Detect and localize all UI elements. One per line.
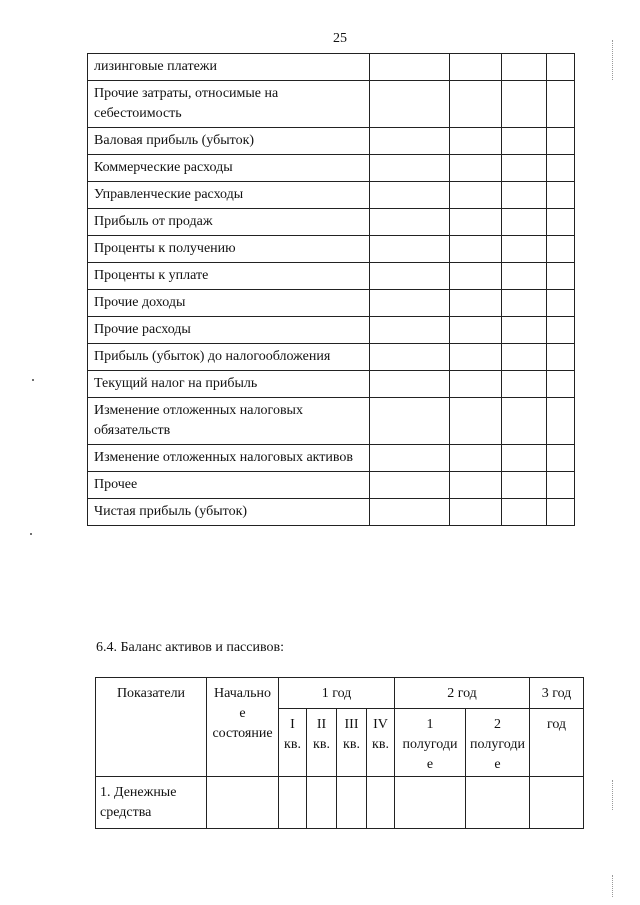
row-label: Прочие доходы <box>88 290 370 317</box>
table-row <box>88 472 575 499</box>
value-cell <box>370 263 450 290</box>
value-cell <box>370 209 450 236</box>
row-label: Прочие расходы <box>88 317 370 344</box>
value-cell <box>450 344 502 371</box>
header-q3 <box>337 709 367 777</box>
value-cell <box>450 182 502 209</box>
table-row <box>88 344 575 371</box>
header-initial-line3: состояние <box>212 726 273 741</box>
header-year-word: год <box>530 709 584 777</box>
header-initial-line1: Начально <box>213 686 271 701</box>
value-cell <box>547 290 575 317</box>
value-cell <box>547 155 575 182</box>
header-half-1 <box>395 709 466 777</box>
value-cell <box>450 290 502 317</box>
value-cell <box>450 445 502 472</box>
value-cell <box>450 128 502 155</box>
scan-edge-mark <box>612 875 614 897</box>
value-cell <box>547 263 575 290</box>
value-cell <box>547 81 575 128</box>
value-cell <box>547 182 575 209</box>
header-indicators: Показатели <box>96 678 207 777</box>
balance-cell <box>279 777 307 829</box>
value-cell <box>450 371 502 398</box>
value-cell <box>370 398 450 445</box>
value-cell <box>547 128 575 155</box>
row-label: Изменение отложенных налоговых активов <box>88 445 370 472</box>
value-cell <box>370 236 450 263</box>
page-number: 25 <box>333 31 347 46</box>
row-label: Чистая прибыль (убыток) <box>88 499 370 526</box>
table-row <box>88 263 575 290</box>
header-half-1-num: 1 <box>426 717 434 732</box>
header-q4-num: IV <box>373 717 388 732</box>
value-cell <box>450 263 502 290</box>
balance-cell <box>337 777 367 829</box>
row-label: Текущий налог на прибыль <box>88 371 370 398</box>
header-q2-suffix: кв. <box>313 737 330 752</box>
value-cell <box>450 472 502 499</box>
value-cell <box>450 499 502 526</box>
value-cell <box>547 54 575 81</box>
header-year-1: 1 год <box>279 678 395 709</box>
value-cell <box>450 317 502 344</box>
header-half-1-end: е <box>426 757 434 772</box>
header-year-2: 2 год <box>395 678 530 709</box>
header-initial-state <box>207 678 279 777</box>
value-cell <box>547 236 575 263</box>
value-cell <box>547 445 575 472</box>
value-cell <box>502 81 547 128</box>
income-statement-table <box>87 53 575 526</box>
value-cell <box>450 155 502 182</box>
value-cell <box>502 263 547 290</box>
table-row <box>88 371 575 398</box>
value-cell <box>502 54 547 81</box>
header-half-2-word: полугоди <box>470 737 525 752</box>
header-half-2-num: 2 <box>494 717 501 732</box>
value-cell <box>502 472 547 499</box>
value-cell <box>502 371 547 398</box>
row-label: Прибыль от продаж <box>88 209 370 236</box>
row-label: Проценты к уплате <box>88 263 370 290</box>
header-half-2-end: е <box>494 757 501 772</box>
table-row <box>88 128 575 155</box>
value-cell <box>502 209 547 236</box>
scan-edge-mark <box>612 780 614 810</box>
header-half-1-word: полугоди <box>402 737 458 752</box>
value-cell <box>547 344 575 371</box>
value-cell <box>547 499 575 526</box>
table-row <box>88 155 575 182</box>
value-cell <box>502 155 547 182</box>
balance-table <box>95 677 584 829</box>
value-cell <box>370 128 450 155</box>
balance-row-label: 1. Денежные средства <box>96 777 207 829</box>
value-cell <box>370 81 450 128</box>
value-cell <box>502 317 547 344</box>
header-initial-line2: е <box>239 706 246 721</box>
row-label: Изменение отложенных налоговых обязательств <box>88 398 370 445</box>
header-q4 <box>367 709 395 777</box>
balance-cell <box>530 777 584 829</box>
value-cell <box>370 182 450 209</box>
value-cell <box>450 398 502 445</box>
row-label: Управленческие расходы <box>88 182 370 209</box>
header-q1 <box>279 709 307 777</box>
balance-cell <box>207 777 279 829</box>
value-cell <box>502 398 547 445</box>
header-q2-num: II <box>316 717 327 732</box>
value-cell <box>502 182 547 209</box>
table-row <box>88 236 575 263</box>
value-cell <box>370 290 450 317</box>
row-label: Прочее <box>88 472 370 499</box>
value-cell <box>547 472 575 499</box>
table-row <box>88 317 575 344</box>
header-q4-suffix: кв. <box>372 737 389 752</box>
header-q2 <box>307 709 337 777</box>
value-cell <box>547 371 575 398</box>
value-cell <box>370 472 450 499</box>
value-cell <box>502 445 547 472</box>
balance-cell <box>367 777 395 829</box>
value-cell <box>547 317 575 344</box>
table-row <box>88 499 575 526</box>
value-cell <box>547 398 575 445</box>
row-label: Проценты к получению <box>88 236 370 263</box>
header-q3-suffix: кв. <box>343 737 360 752</box>
table-row <box>88 182 575 209</box>
section-heading: 6.4. Баланс активов и пассивов: <box>96 640 284 655</box>
value-cell <box>370 499 450 526</box>
table-row <box>88 290 575 317</box>
value-cell <box>370 155 450 182</box>
scan-speck <box>32 379 34 381</box>
row-label: Коммерческие расходы <box>88 155 370 182</box>
value-cell <box>370 445 450 472</box>
table-row <box>88 445 575 472</box>
table-row <box>88 398 575 445</box>
row-label: Валовая прибыль (убыток) <box>88 128 370 155</box>
value-cell <box>502 128 547 155</box>
value-cell <box>502 290 547 317</box>
scan-speck <box>30 533 32 535</box>
scan-edge-mark <box>612 40 614 80</box>
header-half-2 <box>466 709 530 777</box>
value-cell <box>450 236 502 263</box>
value-cell <box>450 209 502 236</box>
balance-cell <box>395 777 466 829</box>
row-label: Прибыль (убыток) до налогообложения <box>88 344 370 371</box>
value-cell <box>547 209 575 236</box>
row-label: лизинговые платежи <box>88 54 370 81</box>
header-q1-num: I <box>290 717 295 732</box>
value-cell <box>502 499 547 526</box>
row-label: Прочие затраты, относимые на себестоимость <box>88 81 370 128</box>
value-cell <box>450 81 502 128</box>
header-q1-suffix: кв. <box>284 737 301 752</box>
table-row <box>88 81 575 128</box>
value-cell <box>370 371 450 398</box>
value-cell <box>370 344 450 371</box>
balance-cell <box>466 777 530 829</box>
balance-cell <box>307 777 337 829</box>
value-cell <box>502 344 547 371</box>
table-row <box>88 209 575 236</box>
value-cell <box>370 317 450 344</box>
value-cell <box>450 54 502 81</box>
value-cell <box>370 54 450 81</box>
table-row <box>88 54 575 81</box>
value-cell <box>502 236 547 263</box>
header-year-3: 3 год <box>530 678 584 709</box>
header-q3-num: III <box>344 717 359 732</box>
